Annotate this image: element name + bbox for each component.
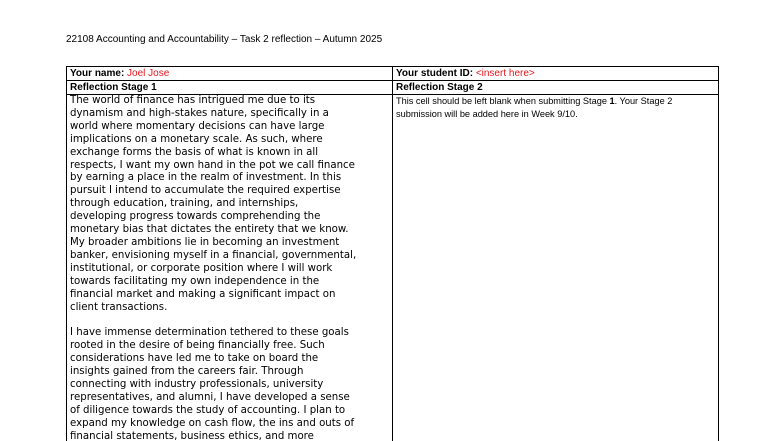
stage2-content-cell[interactable] [393, 95, 719, 441]
student-name-value: Joel Jose [127, 68, 170, 79]
stage2-note-bold: 1 [609, 96, 615, 106]
student-id-label: Your student ID: [396, 68, 476, 79]
stage2-heading: Reflection Stage 2 [393, 81, 719, 95]
stage1-text [70, 95, 389, 441]
stage1-heading: Reflection Stage 1 [67, 81, 393, 95]
stage2-note-text-end: . Your Stage 2 submission will be added here in Week 9/10. [396, 96, 673, 119]
stage1-paragraph-1: The world of finance has intrigued me due to its dynamism and high-stakes nature, specifically in a world where momentary decisions can have large implications on a monetary scale. As such, where exchange forms the basis of what is known in all respects, I want my own hand in the pot we call finance by earning a place in the realm of investment. In this pursuit I intend to accumulate the required expertise through education, training, and internships, developing progress towards comprehending the monetary bias that dictates the entirety that we know. My broader ambitions lie in becoming an investment banker, envisioning myself in a financial, governmental, institutional, or corporate position where I will work towards facilitating my own independence in the financial market and making a significant impact on client transactions. [70, 95, 357, 313]
stage1-content-cell[interactable] [67, 95, 393, 441]
identity-row [67, 67, 719, 81]
student-id-cell[interactable] [393, 67, 719, 81]
student-name-label: Your name: [70, 68, 128, 79]
stage1-paragraph-2: I have immense determination tethered to these goals rooted in the desire of being financially free. Such considerations have led me to take on board the insights gained from the careers fair. Through connecting with industry professionals, university representatives, and alumni, I have developed a sense of diligence towards the study of accounting. I plan to expand my knowledge on cash flow, the ins and outs of financial statements, business ethics, and more [70, 327, 355, 441]
document-title: 22108 Accounting and Accountability – Task 2 reflection – Autumn 2025 [66, 34, 383, 45]
stage2-note-text: This cell should be left blank when submitting Stage [396, 96, 610, 106]
reflection-content-row [67, 95, 719, 441]
reflection-table [66, 66, 719, 441]
student-id-value: <insert here> [475, 68, 535, 79]
student-name-cell[interactable] [67, 67, 393, 81]
stage-heading-row [67, 81, 719, 95]
